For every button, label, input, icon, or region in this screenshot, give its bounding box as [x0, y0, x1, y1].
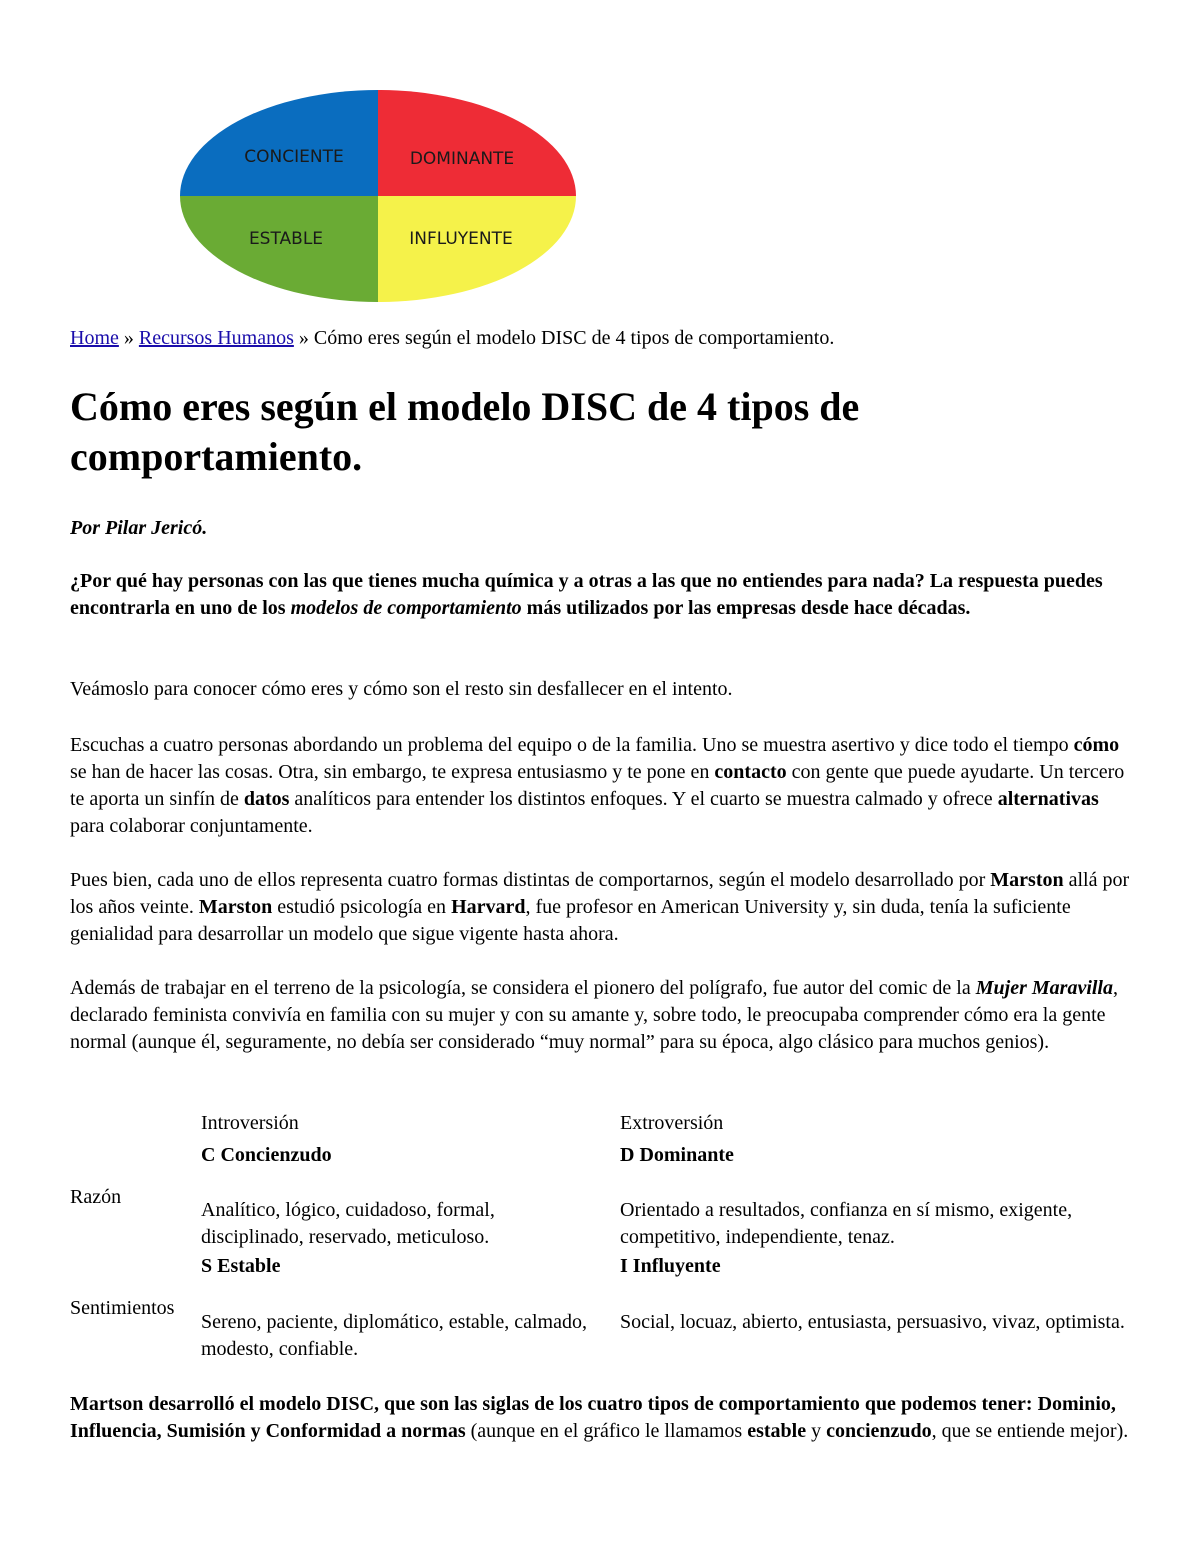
p2-text: con gente que puede ayudarte. Un tercero te aporta un sinfín de — [70, 761, 1125, 810]
type-d-title: D Dominante — [620, 1144, 734, 1166]
intro-paragraph — [70, 568, 1130, 622]
p3-text: allá por los años veinte. — [70, 869, 1130, 918]
p4-text: Además de trabajar en el terreno de la psicología, se considera el pionero del polígrafo, fue autor del comic de la — [70, 977, 976, 999]
p3-bold: Marston — [990, 869, 1064, 891]
disc-table — [70, 1110, 1130, 1370]
p5-text: y — [806, 1420, 827, 1442]
paragraph-marston — [70, 867, 1130, 948]
p3-text: estudió psicología en — [272, 896, 452, 918]
type-s-title: S Estable — [201, 1255, 281, 1277]
p2-text: Escuchas a cuatro personas abordando un problema del equipo o de la familia. Uno se muestra asertivo y dice todo el tiempo — [70, 734, 1074, 756]
quadrant-label-estable: ESTABLE — [248, 229, 324, 249]
breadcrumb-home-link[interactable]: Home — [70, 327, 119, 349]
p5-text: (aunque en el gráfico le llamamos — [465, 1420, 748, 1442]
p4-bold-italic: Mujer Maravilla — [975, 977, 1113, 999]
breadcrumb-current: Cómo eres según el modelo DISC de 4 tipos de comportamiento. — [313, 327, 835, 349]
p4-text: , declarado feminista convivía en familia con su mujer y con su amante y, sobre todo, le preocupaba comprender cómo era la gente normal (aunque él, seguramente, no debía ser considerado “muy normal” para su época, algo clásico para muchos genios). — [70, 977, 1118, 1053]
row-header-razon: Razón — [70, 1186, 122, 1208]
type-d-description: Orientado a resultados, confianza en sí mismo, exigente, competitivo, independiente, tenaz. — [620, 1199, 1073, 1248]
intro-text-1: ¿Por qué hay personas con las que tienes mucha química y a otras a las que no entiendes para nada? La respuesta puedes encontrarla en uno de los — [70, 570, 1103, 619]
intro-emphasis: modelos de comportamiento — [290, 597, 522, 619]
p3-bold: Marston — [198, 896, 273, 918]
p2-text: para colaborar conjuntamente. — [70, 815, 313, 837]
paragraph-psicologia — [70, 975, 1130, 1056]
p3-text: Pues bien, cada uno de ellos representa cuatro formas distintas de comportarnos, según el modelo desarrollado por — [70, 869, 991, 891]
breadcrumb-separator: » — [118, 327, 139, 349]
quadrant-conciente — [178, 88, 378, 196]
type-i-title: I Influyente — [620, 1255, 721, 1277]
intro-text-2: más utilizados por las empresas desde hace décadas. — [521, 597, 971, 619]
p5-bold: concienzudo — [826, 1420, 932, 1442]
breadcrumb-recursos-humanos-link[interactable]: Recursos Humanos — [138, 327, 294, 349]
p5-bold: Martson desarrolló el modelo DISC, que son las siglas de los cuatro tipos de comportamiento que podemos tener: Dominio, Influencia, Sumisión y Conformidad a normas — [70, 1393, 1116, 1442]
quadrant-label-conciente: CONCIENTE — [244, 147, 344, 167]
quadrant-estable — [178, 196, 378, 304]
quadrant-label-influyente: INFLUYENTE — [409, 229, 513, 249]
paragraph-cuatro-personas — [70, 732, 1130, 840]
type-c-title: C Concienzudo — [201, 1144, 332, 1166]
breadcrumb-separator: » — [293, 327, 314, 349]
paragraph-martson-disc — [70, 1391, 1130, 1445]
quadrant-label-dominante: DOMINANTE — [409, 149, 515, 169]
quadrant-dominante — [378, 88, 578, 196]
p3-bold: Harvard — [451, 896, 526, 918]
row-header-sentimientos: Sentimientos — [70, 1297, 175, 1319]
column-header-introversion: Introversión — [201, 1112, 299, 1134]
quadrant-influyente — [378, 196, 578, 304]
type-s-description: Sereno, paciente, diplomático, estable, calmado, modesto, confiable. — [201, 1311, 587, 1360]
p3-text: , fue profesor en American University y, sin duda, tenía la suficiente genialidad para desarrollar un modelo que sigue vigente hasta ahora. — [70, 896, 1071, 945]
disc-quadrant-diagram — [178, 88, 578, 304]
p5-text: , que se entiende mejor). — [931, 1420, 1129, 1442]
paragraph-veamoslo: Veámoslo para conocer cómo eres y cómo son el resto sin desfallecer en el intento. — [70, 678, 733, 700]
p2-text: analíticos para entender los distintos enfoques. Y el cuarto se muestra calmado y ofrece — [289, 788, 998, 810]
p5-bold: estable — [747, 1420, 807, 1442]
author-byline: Por Pilar Jericó. — [70, 517, 208, 539]
p2-text: se han de hacer las cosas. Otra, sin embargo, te expresa entusiasmo y te pone en — [70, 761, 715, 783]
p2-bold: alternativas — [997, 788, 1099, 810]
p2-bold: contacto — [714, 761, 787, 783]
p2-bold: datos — [243, 788, 290, 810]
p2-bold: cómo — [1073, 734, 1120, 756]
column-header-extroversion: Extroversión — [620, 1112, 724, 1134]
breadcrumb — [70, 324, 834, 352]
page-title: Cómo eres según el modelo DISC de 4 tipos de comportamiento. — [70, 384, 860, 479]
type-i-description: Social, locuaz, abierto, entusiasta, persuasivo, vivaz, optimista. — [620, 1311, 1125, 1333]
type-c-description: Analítico, lógico, cuidadoso, formal, disciplinado, reservado, meticuloso. — [201, 1199, 495, 1248]
